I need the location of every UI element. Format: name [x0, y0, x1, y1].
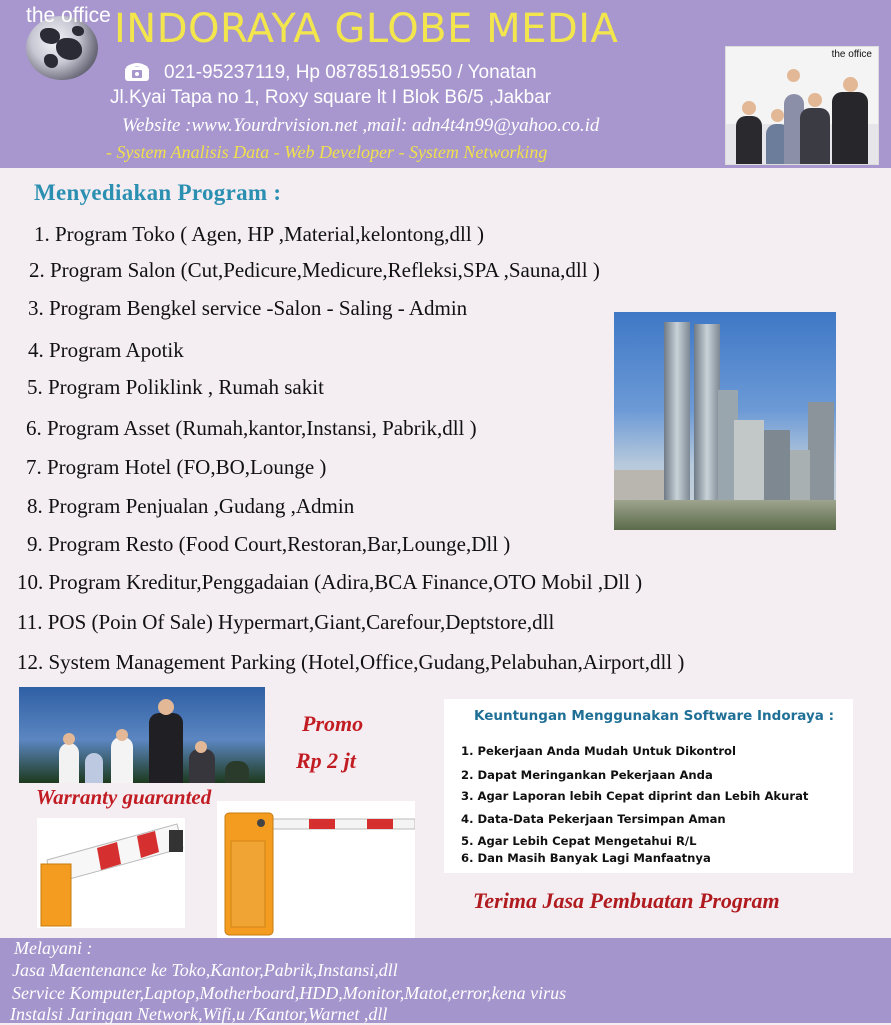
program-item: 2. Program Salon (Cut,Pedicure,Medicure,Refleksi,SPA ,Sauna,dll ) — [29, 258, 600, 282]
program-item: 8. Program Penjualan ,Gudang ,Admin — [27, 494, 355, 518]
program-item: 7. Program Hotel (FO,BO,Lounge ) — [26, 455, 327, 479]
program-item: 4. Program Apotik — [28, 338, 184, 362]
benefit-item: 1. Pekerjaan Anda Mudah Untuk Dikontrol — [461, 744, 736, 758]
promo-label: Promo — [302, 711, 364, 736]
benefit-item: 2. Dapat Meringankan Pekerjaan Anda — [461, 768, 713, 782]
phone-numbers: 021-95237119, Hp 087851819550 / Yonatan — [164, 62, 537, 83]
footer-line: Instalsi Jaringan Network,Wifi,u /Kantor,Warnet ,dll — [10, 1004, 388, 1024]
website-line: Website :www.Yourdrvision.net ,mail: adn4t4n99@yahoo.co.id — [122, 115, 600, 136]
program-item: 12. System Management Parking (Hotel,Office,Gudang,Pelabuhan,Airport,dll ) — [17, 650, 685, 674]
benefit-item: 6. Dan Masih Banyak Lagi Manfaatnya — [461, 851, 711, 865]
footer-line: Melayani : — [14, 938, 93, 958]
program-item: 6. Program Asset (Rumah,kantor,Instansi, Pabrik,dll ) — [26, 416, 477, 440]
program-item: 9. Program Resto (Food Court,Restoran,Bar,Lounge,Dll ) — [27, 532, 511, 556]
phone-icon — [124, 60, 150, 82]
promo-price: Rp 2 jt — [296, 748, 356, 773]
program-item: 5. Program Poliklink , Rumah sakit — [27, 375, 324, 399]
office-banner-label: the office — [26, 4, 111, 27]
parking-barrier-icon — [217, 801, 415, 938]
office-photo-label: the office — [831, 49, 872, 60]
parking-barrier-image-1 — [37, 818, 185, 928]
footer-line: Service Komputer,Laptop,Motherboard,HDD,Monitor,Matot,error,kena virus — [12, 983, 567, 1003]
warranty-text: Warranty guaranted — [36, 785, 212, 809]
office-photo — [725, 46, 879, 165]
program-service-text: Terima Jasa Pembuatan Program — [473, 888, 780, 913]
programs-title: Menyediakan Program : — [34, 180, 282, 205]
benefit-item: 3. Agar Laporan lebih Cepat diprint dan Lebih Akurat — [461, 789, 809, 803]
address: Jl.Kyai Tapa no 1, Roxy square lt I Blok B6/5 ,Jakbar — [110, 87, 552, 108]
program-item: 3. Program Bengkel service -Salon - Saling - Admin — [28, 296, 468, 320]
office-banner-photo — [19, 687, 265, 783]
footer-line: Jasa Maentenance ke Toko,Kantor,Pabrik,Instansi,dll — [12, 960, 398, 980]
program-item: 10. Program Kreditur,Penggadaian (Adira,BCA Finance,OTO Mobil ,Dll ) — [17, 570, 643, 594]
benefit-item: 4. Data-Data Pekerjaan Tersimpan Aman — [461, 812, 726, 826]
parking-barrier-image-2 — [217, 801, 415, 938]
program-item: 11. POS (Poin Of Sale) Hypermart,Giant,Carefour,Deptstore,dll — [17, 610, 555, 634]
parking-barrier-icon — [37, 818, 185, 928]
services-line: - System Analisis Data - Web Developer - System Networking — [106, 142, 548, 162]
program-item: 1. Program Toko ( Agen, HP ,Material,kelontong,dll ) — [34, 222, 484, 246]
brand-title: INDORAYA GLOBE MEDIA — [114, 6, 619, 52]
city-skyline-photo — [614, 312, 836, 530]
benefit-item: 5. Agar Lebih Cepat Mengetahui R/L — [461, 834, 697, 848]
benefits-title: Keuntungan Menggunakan Software Indoraya : — [474, 708, 834, 724]
